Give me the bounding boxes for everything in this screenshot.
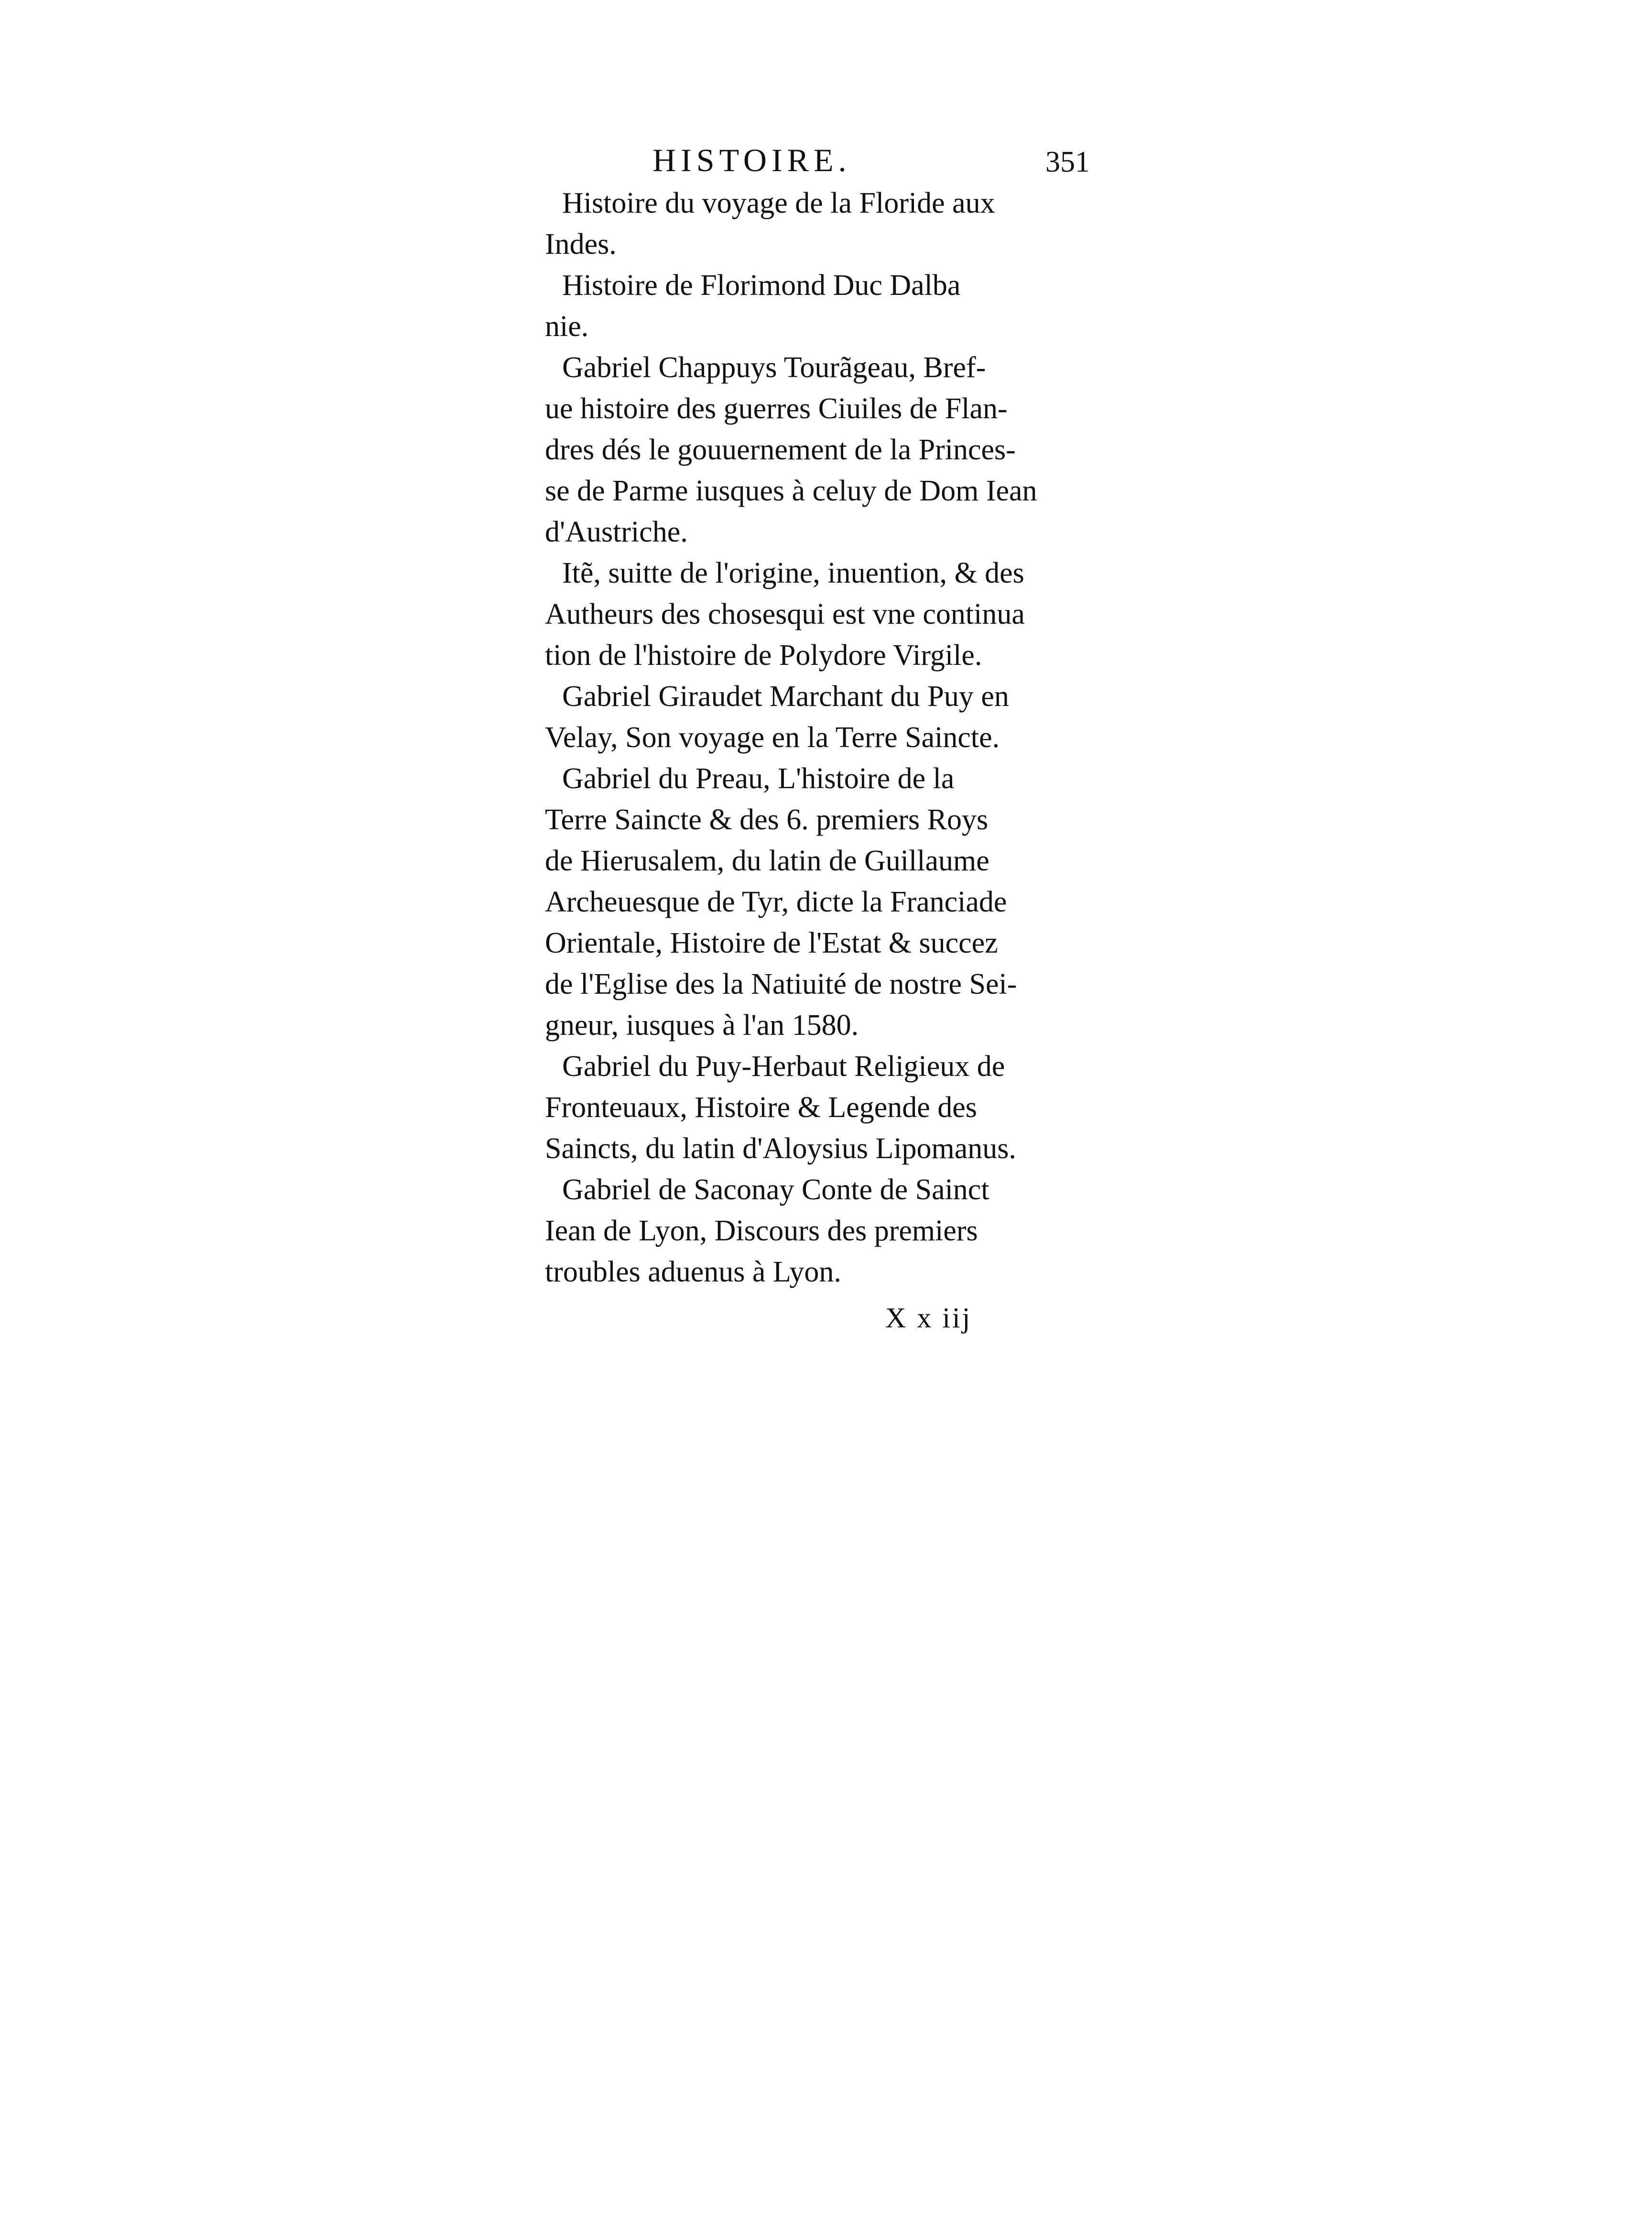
entry-line: Gabriel du Puy-Herbaut Religieux de (562, 1050, 1005, 1083)
entry-line: Iean de Lyon, Discours des premiers (545, 1215, 978, 1247)
entry-line: se de Parme iusques à celuy de Dom Iean (545, 475, 1037, 507)
entry-line: de Hierusalem, du latin de Guillaume (545, 845, 989, 877)
entry-line: Indes. (545, 228, 617, 261)
entry-line: Itẽ, suitte de l'origine, inuention, & des (562, 557, 1024, 589)
entry-line: d'Austriche. (545, 516, 688, 548)
entry-line: tion de l'histoire de Polydore Virgile. (545, 639, 982, 672)
page-number: 351 (1045, 146, 1090, 178)
entry-line: gneur, iusques à l'an 1580. (545, 1009, 859, 1042)
signature-mark: X x iij (885, 1302, 972, 1334)
entry-line: Gabriel Giraudet Marchant du Puy en (562, 680, 1009, 713)
entry-line: nie. (545, 310, 589, 343)
entry-line: Autheurs des chosesqui est vne continua (545, 598, 1025, 630)
entry-florimond (545, 265, 1090, 347)
entry-line: Fronteuaux, Histoire & Legende des (545, 1091, 977, 1124)
entry-line: de l'Eglise des la Natiuité de nostre Sei- (545, 968, 1017, 1000)
entry-line: Orientale, Histoire de l'Estat & succez (545, 927, 998, 959)
page-header (545, 139, 1090, 183)
entry-line: troubles aduenus à Lyon. (545, 1256, 841, 1288)
entry-line: Archeuesque de Tyr, dicte la Franciade (545, 886, 1007, 918)
entry-line: Gabriel Chappuys Tourãgeau, Bref- (562, 351, 986, 384)
entry-line: Gabriel du Preau, L'histoire de la (562, 762, 955, 795)
running-title: HISTOIRE. (652, 142, 851, 178)
entry-puy-herbaut (545, 1046, 1090, 1169)
entry-line: Saincts, du latin d'Aloysius Lipomanus. (545, 1132, 1016, 1165)
entry-chappuys (545, 347, 1090, 553)
entry-floride (545, 183, 1090, 265)
entry-line: Gabriel de Saconay Conte de Sainct (562, 1173, 989, 1206)
entry-giraudet (545, 676, 1090, 758)
entry-line: ue histoire des guerres Ciuiles de Flan- (545, 392, 1008, 425)
entry-line: dres dés le gouuernement de la Princes- (545, 434, 1016, 466)
text-column (545, 139, 1090, 1338)
entry-line: Histoire de Florimond Duc Dalba (562, 269, 961, 302)
entry-suitte (545, 553, 1090, 676)
entry-saconay (545, 1169, 1090, 1292)
entry-line: Terre Saincte & des 6. premiers Roys (545, 803, 989, 836)
entry-line: Velay, Son voyage en la Terre Saincte. (545, 721, 1000, 754)
entry-line: Histoire du voyage de la Floride aux (562, 187, 995, 219)
entry-du-preau (545, 758, 1090, 1046)
